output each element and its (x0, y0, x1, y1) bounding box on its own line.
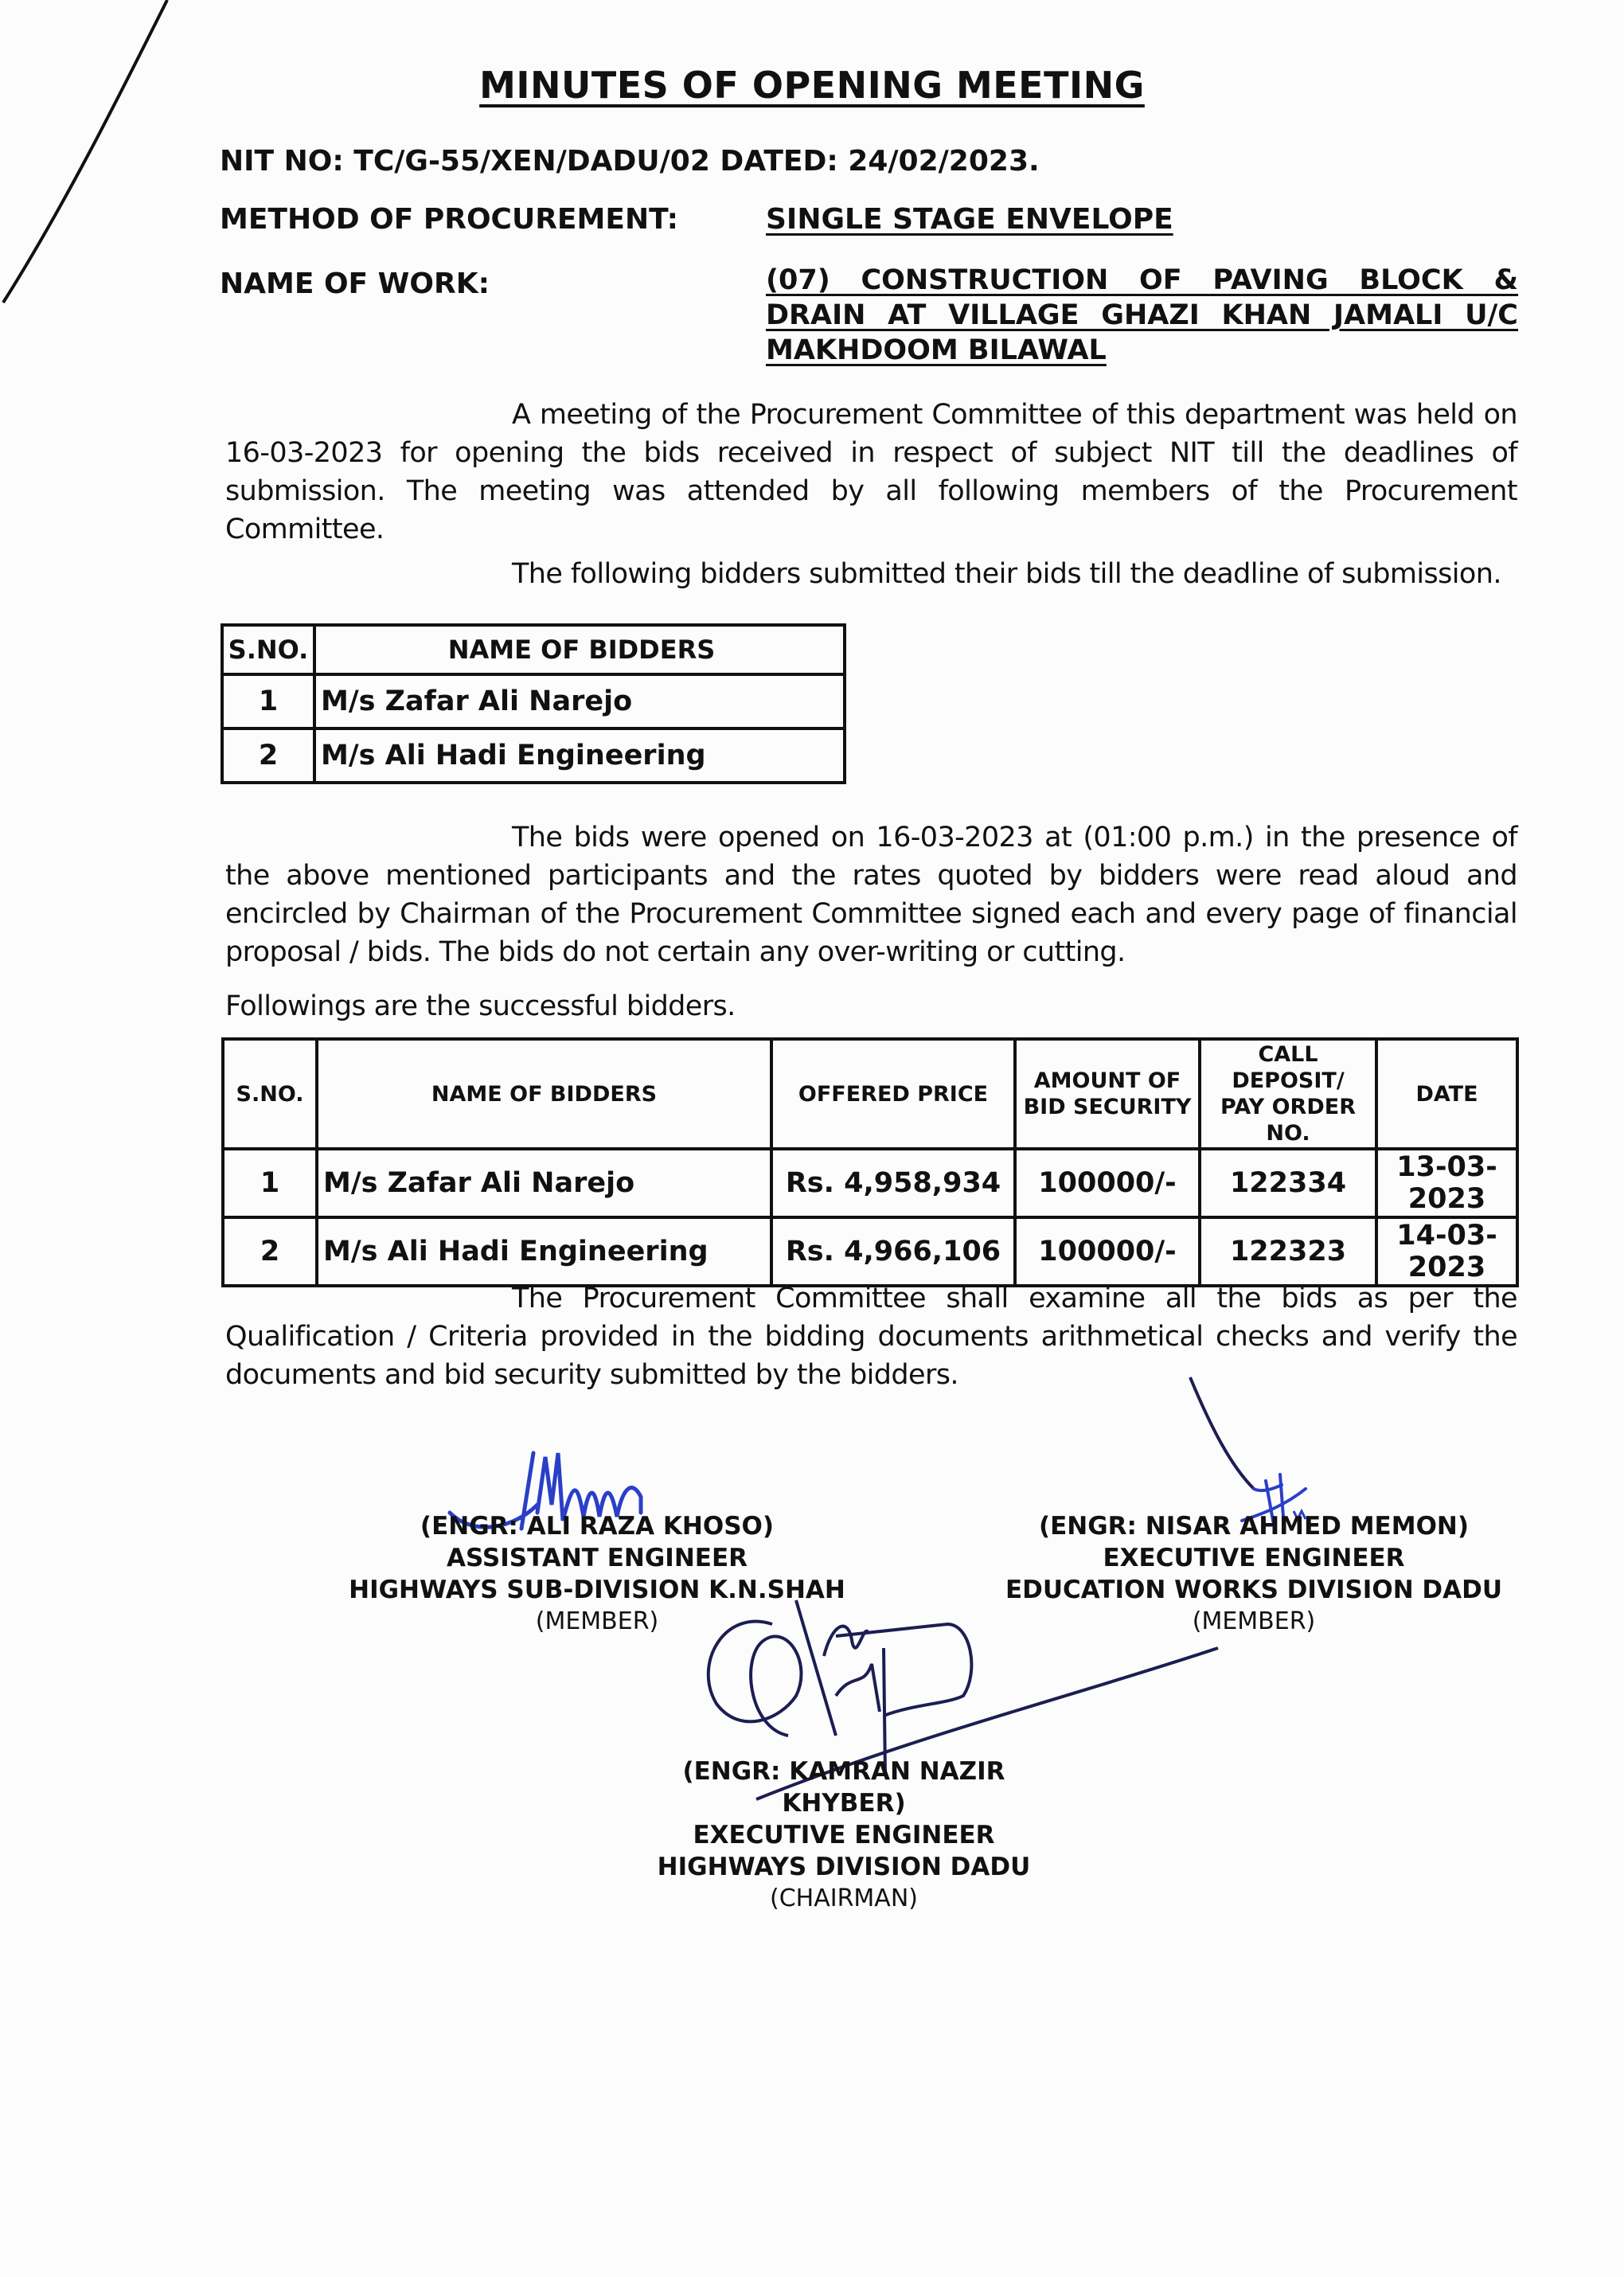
nit-line: NIT NO: TC/G-55/XEN/DADU/02 DATED: 24/02/2023. (220, 145, 1040, 178)
col-bid-security: AMOUNT OF BID SECURITY (1015, 1039, 1200, 1149)
margin-pen-stroke (0, 0, 175, 318)
row-name: M/s Zafar Ali Narejo (314, 674, 845, 728)
col-date: DATE (1376, 1039, 1517, 1149)
bidders-intro: The following bidders submitted their bids till the deadline of submission. (512, 558, 1501, 590)
cell-price: Rs. 4,966,106 (771, 1217, 1015, 1286)
document-title: MINUTES OF OPENING MEETING (479, 64, 1145, 107)
cell-security: 100000/- (1015, 1217, 1200, 1286)
successful-bidders-table (221, 1037, 1519, 1287)
cell-deposit: 122323 (1200, 1217, 1376, 1286)
col-name: NAME OF BIDDERS (314, 625, 845, 674)
successful-table-header (223, 1039, 1517, 1149)
col-sno: S.NO. (223, 1039, 317, 1149)
cell-sno: 2 (223, 1217, 317, 1286)
col-name: NAME OF BIDDERS (317, 1039, 771, 1149)
row-sno: 1 (222, 674, 314, 728)
table-row (222, 728, 845, 783)
signatory-block-khoso: (ENGR: ALI RAZA KHOSO) ASSISTANT ENGINEER HIGHWAYS SUB-DIVISION K.N.SHAH (MEMBER) (349, 1512, 845, 1635)
bidders-table (221, 623, 846, 784)
cell-price: Rs. 4,958,934 (771, 1149, 1015, 1217)
closing-paragraph: The Procurement Committee shall examine all the bids as per the Qualification / Criteria provided in the bidding documents arithmetical checks and verify the documents and bid security submitted by the bidders. (225, 1283, 1517, 1391)
work-value: (07) CONSTRUCTION OF PAVING BLOCK & DRAIN AT VILLAGE GHAZI KHAN JAMALI U/C MAKHDOOM BILAWAL (766, 264, 1518, 366)
cell-date: 13-03-2023 (1376, 1149, 1517, 1217)
successful-intro: Followings are the successful bidders. (225, 990, 736, 1022)
cell-name: M/s Zafar Ali Narejo (317, 1149, 771, 1217)
work-label: NAME OF WORK: (220, 268, 490, 300)
row-name: M/s Ali Hadi Engineering (314, 728, 845, 783)
signatory-block-khyber: (ENGR: KAMRAN NAZIR KHYBER) EXECUTIVE ENGINEER HIGHWAYS DIVISION DADU (CHAIRMAN) (657, 1757, 1031, 1912)
signatory-block-memon: (ENGR: NISAR AHMED MEMON) EXECUTIVE ENGINEER EDUCATION WORKS DIVISION DADU (MEMBER) (1005, 1512, 1503, 1635)
meeting-paragraph: A meeting of the Procurement Committee of this department was held on 16-03-2023 for opening the bids received in respect of subject NIT till the deadlines of submission. The meeting was attended by all following members of the Procurement Committee. (225, 399, 1517, 545)
cell-date: 14-03-2023 (1376, 1217, 1517, 1286)
bidders-table-header (222, 625, 845, 674)
table-row (222, 674, 845, 728)
cell-sno: 1 (223, 1149, 317, 1217)
row-sno: 2 (222, 728, 314, 783)
col-offered-price: OFFERED PRICE (771, 1039, 1015, 1149)
cell-security: 100000/- (1015, 1149, 1200, 1217)
cell-deposit: 122334 (1200, 1149, 1376, 1217)
opening-paragraph: The bids were opened on 16-03-2023 at (01:00 p.m.) in the presence of the above mentioned participants and the rates quoted by bidders were read aloud and encircled by Chairman of the Procurement Committee signed each and every page of financial proposal / bids. The bids do not certain any over-writing or cutting. (225, 822, 1517, 968)
method-value: SINGLE STAGE ENVELOPE (766, 203, 1173, 236)
method-label: METHOD OF PROCUREMENT: (220, 203, 679, 236)
col-call-deposit: CALL DEPOSIT/ PAY ORDER NO. (1200, 1039, 1376, 1149)
col-sno: S.NO. (222, 625, 314, 674)
table-row (223, 1217, 1517, 1286)
table-row (223, 1149, 1517, 1217)
cell-name: M/s Ali Hadi Engineering (317, 1217, 771, 1286)
